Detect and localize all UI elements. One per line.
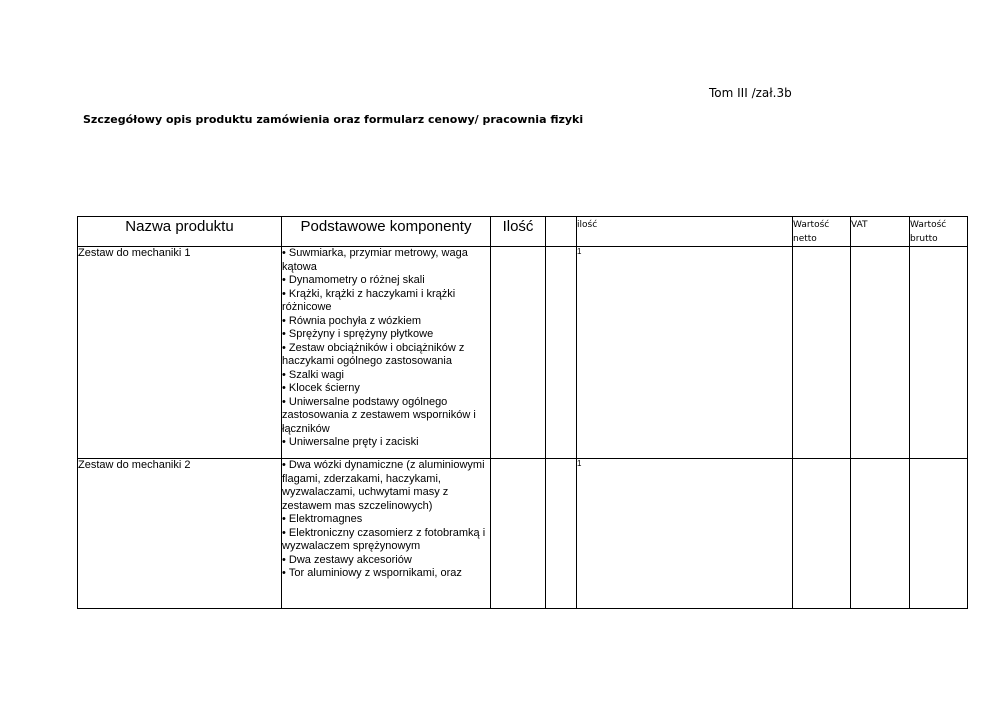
component-item: • Zestaw obciążników i obciążników z haczykami ogólnego zastosowania xyxy=(282,342,490,369)
header-components: Podstawowe komponenty xyxy=(282,217,491,247)
row-vat-cell xyxy=(851,247,910,459)
row-gross-value-cell xyxy=(910,459,968,609)
header-vat: VAT xyxy=(851,217,910,247)
document-reference: Tom III /zał.3b xyxy=(709,86,792,100)
component-item: • Suwmiarka, przymiar metrowy, waga kątowa xyxy=(282,247,490,274)
header-quantity: Ilość xyxy=(491,217,546,247)
header-blank xyxy=(546,217,577,247)
component-item: • Klocek ścierny xyxy=(282,382,490,396)
component-item: • Równia pochyła z wózkiem xyxy=(282,315,490,329)
row-quantity-cell xyxy=(491,247,546,459)
row-quantity-2-cell: 1 xyxy=(577,247,793,459)
header-net-value: Wartość netto xyxy=(793,217,851,247)
component-item: • Tor aluminiowy z wspornikami, oraz xyxy=(282,567,490,581)
component-item: • Sprężyny i sprężyny płytkowe xyxy=(282,328,490,342)
table-header-row xyxy=(78,217,968,247)
component-item: • Krążki, krążki z haczykami i krążki różnicowe xyxy=(282,288,490,315)
header-product-name: Nazwa produktu xyxy=(78,217,282,247)
price-form-table xyxy=(77,216,968,609)
row-net-value-cell xyxy=(793,247,851,459)
component-item: • Uniwersalne podstawy ogólnego zastosowania z zestawem wsporników i łączników xyxy=(282,396,490,437)
table-row xyxy=(78,459,968,609)
component-item: • Dwa wózki dynamiczne (z aluminiowymi flagami, zderzakami, haczykami, wyzwalaczami, uchwytami masy z zestawem mas szczelinowych) xyxy=(282,459,490,513)
row-components xyxy=(282,459,491,609)
component-item: • Szalki wagi xyxy=(282,369,490,383)
row-gross-value-cell xyxy=(910,247,968,459)
component-item: • Dwa zestawy akcesoriów xyxy=(282,554,490,568)
component-list xyxy=(282,459,490,581)
row-components xyxy=(282,247,491,459)
document-title: Szczegółowy opis produktu zamówienia oraz formularz cenowy/ pracownia fizyki xyxy=(83,113,584,126)
row-quantity-2-cell: 1 xyxy=(577,459,793,609)
component-item: • Elektromagnes xyxy=(282,513,490,527)
component-list xyxy=(282,247,490,450)
component-item: • Dynamometry o różnej skali xyxy=(282,274,490,288)
row-quantity-cell xyxy=(491,459,546,609)
row-product-name: Zestaw do mechaniki 2 xyxy=(78,459,282,609)
header-gross-value: Wartość brutto xyxy=(910,217,968,247)
row-net-value-cell xyxy=(793,459,851,609)
header-quantity-2: ilość xyxy=(577,217,793,247)
table-row xyxy=(78,247,968,459)
row-product-name: Zestaw do mechaniki 1 xyxy=(78,247,282,459)
component-item: • Elektroniczny czasomierz z fotobramką i wyzwalaczem sprężynowym xyxy=(282,527,490,554)
row-blank-cell xyxy=(546,247,577,459)
row-blank-cell xyxy=(546,459,577,609)
row-vat-cell xyxy=(851,459,910,609)
component-item: • Uniwersalne pręty i zaciski xyxy=(282,436,490,450)
